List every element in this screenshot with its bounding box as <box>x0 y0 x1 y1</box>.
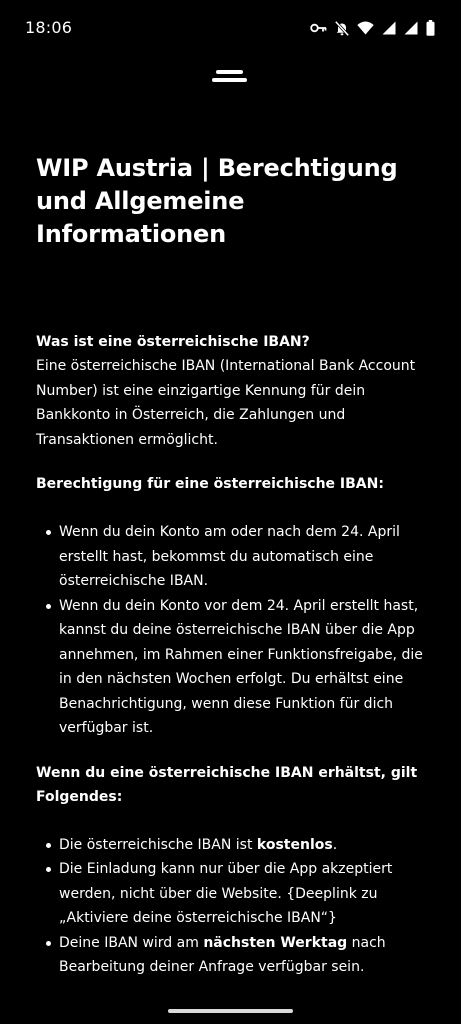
bullet-dot <box>46 867 51 872</box>
list-item <box>36 857 428 931</box>
sheet-content <box>36 152 428 980</box>
section-heading: Berechtigung für eine österreichische IBAN: <box>36 476 384 492</box>
sheet-drag-handle[interactable] <box>212 70 247 84</box>
bullet-dot <box>46 941 51 946</box>
list-item <box>36 931 428 980</box>
list-item-text: Wenn du dein Konto am oder nach dem 24. April erstellt hast, bekommst du automatisch eine österreichische IBAN. <box>59 524 400 589</box>
bell-off-icon <box>335 21 349 36</box>
section-heading: Wenn du eine österreichische IBAN erhältst, gilt Folgendes: <box>36 764 418 805</box>
key-icon <box>310 22 327 34</box>
signal-icon <box>382 21 396 35</box>
list-item <box>36 833 428 858</box>
bullet-dot <box>46 843 51 848</box>
section-what-applies <box>36 761 428 980</box>
list-item-text-start: Die österreichische IBAN ist <box>59 836 257 853</box>
list-item-text-bold: nächsten Werktag <box>203 934 348 951</box>
status-time: 18:06 <box>25 18 73 37</box>
bullet-dot <box>46 530 51 535</box>
page-title: WIP Austria | Berechtigung und Allgemeine Informationen <box>36 154 398 248</box>
section-eligibility <box>36 472 428 741</box>
bullet-list <box>36 833 428 980</box>
section-heading: Was ist eine österreichische IBAN? <box>36 334 310 350</box>
bullet-dot <box>46 604 51 609</box>
status-bar <box>0 0 461 58</box>
list-item-text-bold: kostenlos <box>256 836 333 853</box>
list-item-text-end: nach Bearbeitung deiner Anfrage verfügbar sein. <box>59 934 386 975</box>
list-item-text-end: . <box>332 836 338 853</box>
battery-icon <box>426 20 435 36</box>
home-indicator[interactable] <box>168 1009 293 1013</box>
list-item-text-start: Deine IBAN wird am <box>59 934 204 951</box>
signal-icon <box>404 21 418 35</box>
list-item-text: Die Einladung kann nur über die App akzeptiert werden, nicht über die Website. {Deeplink zu „Aktiviere deine österreichische IBAN“} <box>59 861 393 926</box>
section-paragraph: Eine österreichische IBAN (International Bank Account Number) ist eine einzigartige Kennung für dein Bankkonto in Österreich, die Zahlungen und Transaktionen ermöglicht. <box>36 358 416 448</box>
list-item <box>36 594 428 741</box>
status-icons <box>310 19 435 37</box>
bullet-list <box>36 520 428 741</box>
wifi-icon <box>357 21 374 35</box>
list-item-text: Wenn du dein Konto vor dem 24. April erstellt hast, kannst du deine österreichische IBAN über die App annehmen, im Rahmen einer Funktionsfreigabe, die in den nächsten Wochen erfolgt. Du erhältst eine Benachrichtigung, wenn diese Funktion für dich verfügbar ist. <box>59 597 423 736</box>
section-what-is-iban <box>36 330 428 452</box>
list-item <box>36 520 428 594</box>
